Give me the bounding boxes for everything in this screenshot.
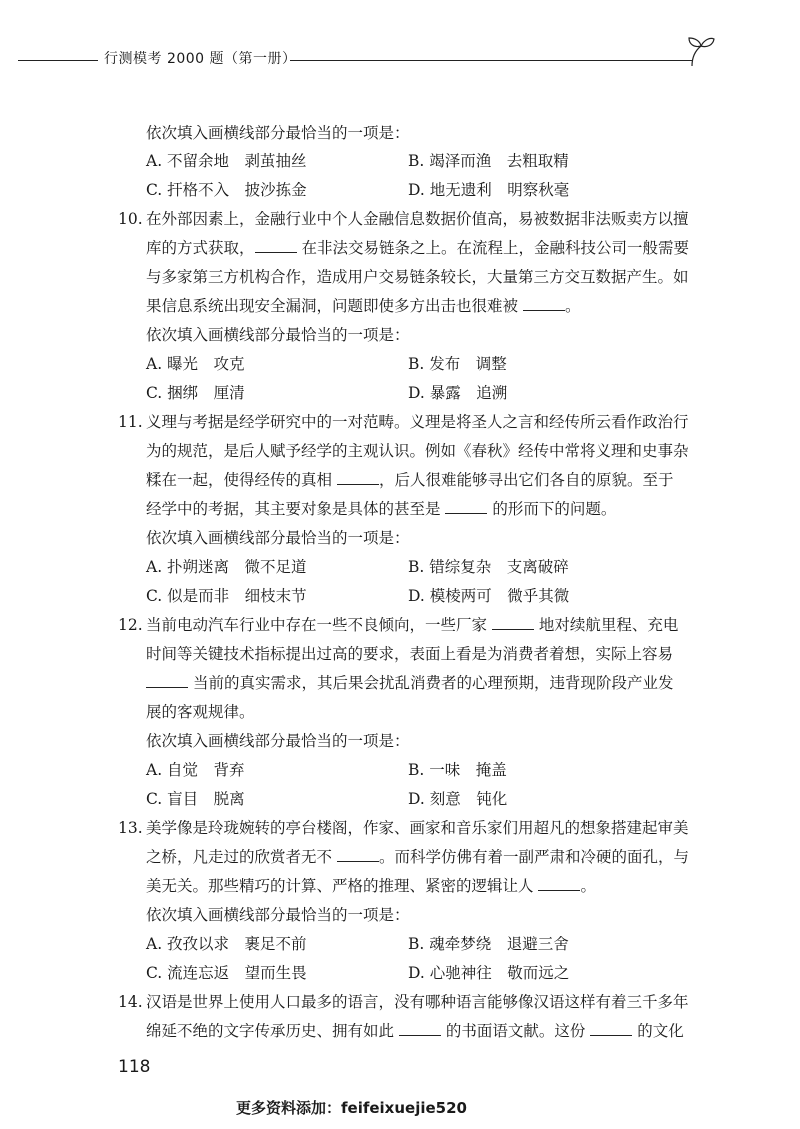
q10-line-4a: 果信息系统出现安全漏洞，问题即使多方出击也很难被 [146,297,519,315]
q12-line-1b: 地对续航里程、充电 [538,616,679,634]
q10-line-2 [146,238,689,258]
q11-blank-2 [445,499,487,514]
q11-line-1: 义理与考据是经学研究中的一对范畴。义理是将圣人之言和经传所云看作政治行 [146,413,689,431]
q13-blank-1 [337,847,379,862]
q12-prompt: 依次填入画横线部分最恰当的一项是： [146,732,410,750]
q13-blank-2 [538,876,580,891]
header-rule-right [290,60,692,61]
q12-blank-2 [146,673,188,688]
q11-line-4b: 的形而下的问题。 [492,500,617,518]
q10-line-1: 在外部因素上，金融行业中个人金融信息数据价值高，易被数据非法贩卖方以擅 [146,210,689,228]
q10-number: 10. [118,210,143,228]
q10-line-4 [146,296,580,316]
prev-option-d: D. 地无遗利 明察秋毫 [408,181,570,199]
q13-line-2a: 之桥，凡走过的欣赏者无不 [146,848,333,866]
prev-option-b: B. 竭泽而渔 去粗取精 [408,152,569,170]
q13-line-3a: 美无关。那些精巧的计算、严格的推理、紧密的逻辑让人 [146,877,534,895]
q12-line-3 [146,673,673,693]
q11-prompt: 依次填入画横线部分最恰当的一项是： [146,529,410,547]
q11-option-a: A. 扑朔迷离 微不足道 [146,558,307,576]
q11-option-b: B. 错综复杂 支离破碎 [408,558,569,576]
header-rule-left [18,60,98,61]
q13-line-2b: 。而科学仿佛有着一副严肃和冷硬的面孔，与 [378,848,689,866]
q14-line-2a: 绵延不绝的文字传承历史、拥有如此 [146,1022,395,1040]
q10-prompt: 依次填入画横线部分最恰当的一项是： [146,326,410,344]
q11-line-4 [146,499,616,519]
q13-option-c: C. 流连忘返 望而生畏 [146,964,307,982]
prev-option-a: A. 不留余地 剥茧抽丝 [146,152,307,170]
q13-line-1: 美学像是玲珑婉转的亭台楼阁，作家、画家和音乐家们用超凡的想象搭建起审美 [146,819,689,837]
q13-line-3b: 。 [580,877,596,895]
page-number: 118 [118,1057,151,1077]
q11-line-3 [146,470,673,490]
q10-blank-2 [523,296,565,311]
q12-number: 12. [118,616,143,634]
q12-option-a: A. 自觉 背弃 [146,761,245,779]
q11-number: 11. [118,413,143,431]
q10-line-2b: 在非法交易链条之上。在流程上，金融科技公司一般需要 [301,239,689,257]
q11-option-d: D. 模棱两可 微乎其微 [408,587,570,605]
q11-blank-1 [337,470,379,485]
q10-line-3: 与多家第三方机构合作，造成用户交易链条较长，大量第三方交互数据产生。如 [146,268,689,286]
q10-blank-1 [255,238,297,253]
footer-note: 更多资料添加：feifeixuejie520 [236,1099,467,1117]
q11-line-3b: ，后人很难能够寻出它们各自的原貌。至于 [378,471,674,489]
q11-line-2: 为的规范，是后人赋予经学的主观认识。例如《春秋》经传中常将义理和史事杂 [146,442,689,460]
sprout-icon [686,34,716,68]
q13-number: 13. [118,819,143,837]
q13-line-2 [146,847,689,867]
q11-option-c: C. 似是而非 细枝末节 [146,587,307,605]
q14-number: 14. [118,993,143,1011]
q11-line-3a: 糅在一起，使得经传的真相 [146,471,333,489]
q10-option-b: B. 发布 调整 [408,355,507,373]
q12-line-2: 时间等关键技术指标提出过高的要求，表面上看是为消费者着想，实际上容易 [146,645,674,663]
q11-line-4a: 经学中的考据，其主要对象是具体的甚至是 [146,500,441,518]
q13-option-a: A. 孜孜以求 裹足不前 [146,935,307,953]
header-title: 行测模考 2000 题（第一册） [104,51,297,67]
q10-option-a: A. 曝光 攻克 [146,355,245,373]
q10-line-4b: 。 [564,297,581,315]
q10-option-c: C. 捆绑 厘清 [146,384,245,402]
prev-prompt: 依次填入画横线部分最恰当的一项是： [146,124,410,142]
q14-line-1: 汉语是世界上使用人口最多的语言，没有哪种语言能够像汉语这样有着三千多年 [146,993,689,1011]
q12-option-c: C. 盲目 脱离 [146,790,245,808]
prev-option-c: C. 扞格不入 披沙拣金 [146,181,307,199]
q13-prompt: 依次填入画横线部分最恰当的一项是： [146,906,410,924]
q10-option-d: D. 暴露 追溯 [408,384,508,402]
q13-line-3 [146,876,596,896]
q12-option-b: B. 一味 掩盖 [408,761,507,779]
q12-line-3b: 当前的真实需求，其后果会扰乱消费者的心理预期，违背现阶段产业发 [192,674,674,692]
q12-blank-1 [492,615,534,630]
q12-line-4: 展的客观规律。 [146,703,255,721]
q12-option-d: D. 刻意 钝化 [408,790,508,808]
q14-line-2c: 的文化 [637,1022,684,1040]
q13-option-b: B. 魂牵梦绕 退避三舍 [408,935,569,953]
q13-option-d: D. 心驰神往 敬而远之 [408,964,570,982]
q12-line-1a: 当前电动汽车行业中存在一些不良倾向，一些厂家 [146,616,488,634]
q14-blank-1 [399,1021,441,1036]
q14-blank-2 [590,1021,632,1036]
q14-line-2 [146,1021,684,1041]
running-header [0,40,800,80]
q12-line-1 [146,615,678,635]
q10-line-2a: 库的方式获取， [146,239,255,257]
q14-line-2b: 的书面语文献。这份 [445,1022,586,1040]
